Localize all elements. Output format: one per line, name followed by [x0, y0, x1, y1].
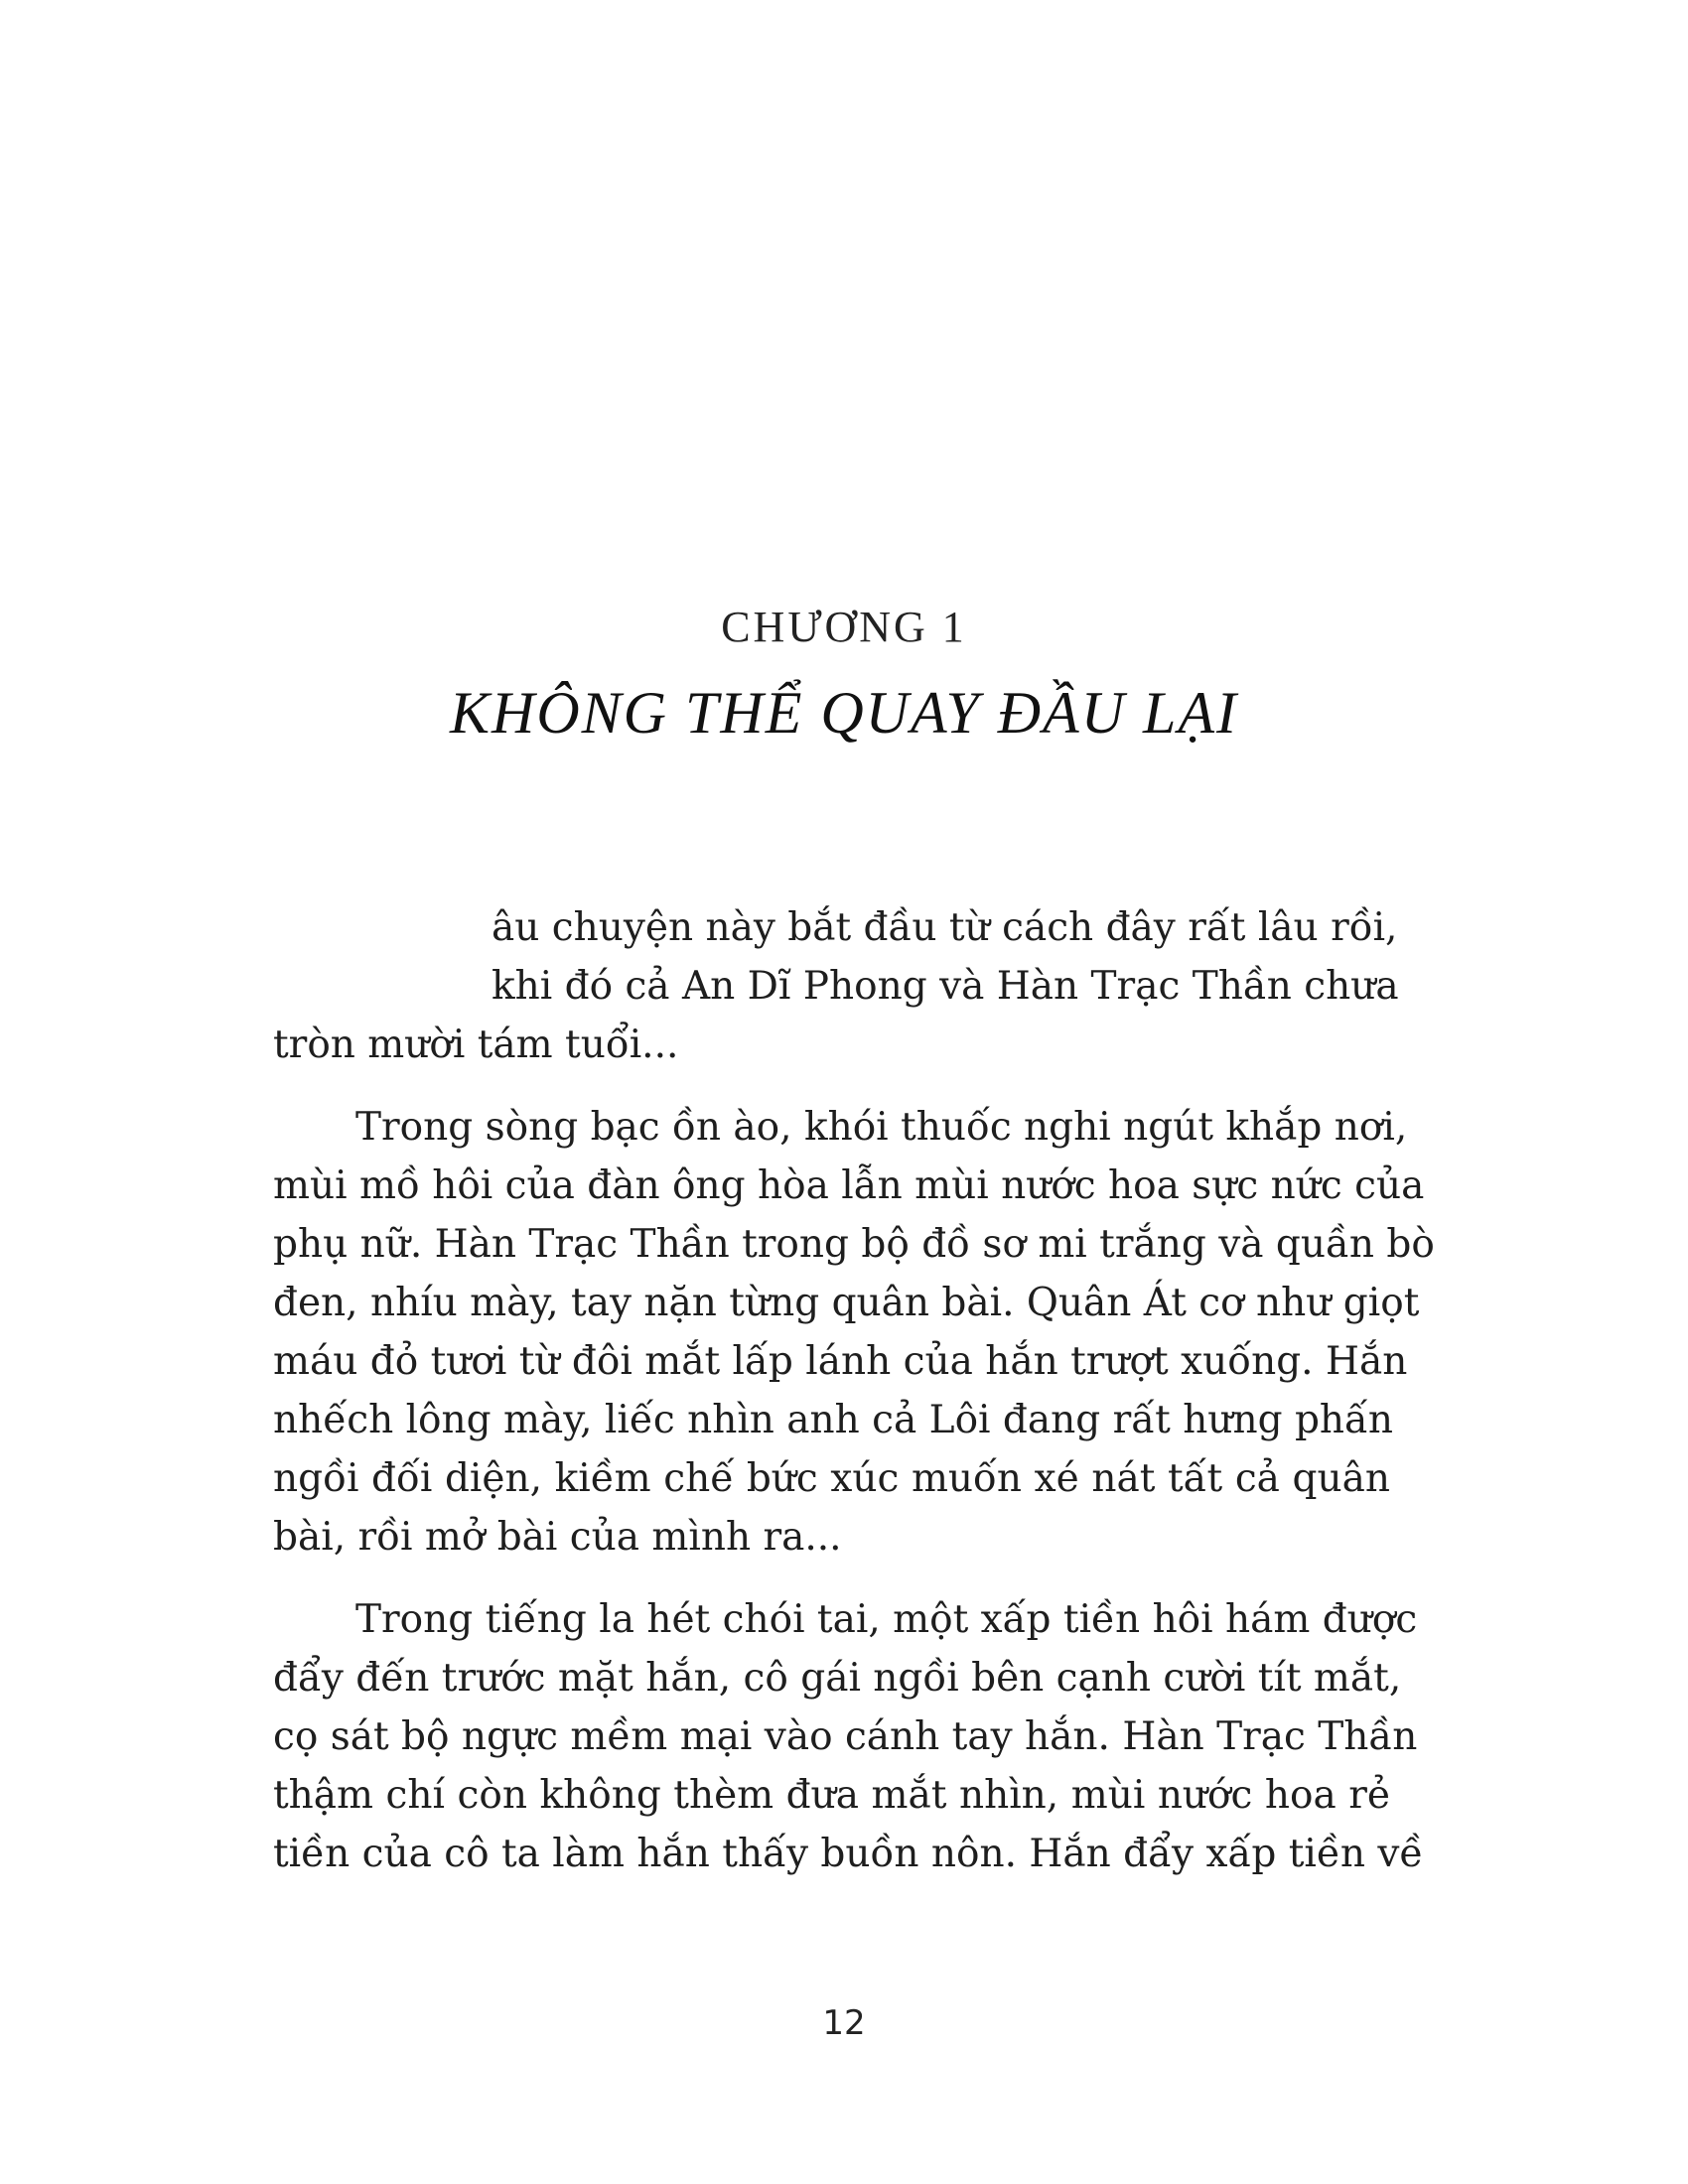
text-line: ngồi đối diện, kiềm chế bức xúc muốn xé nát tất cả quân — [273, 1456, 1390, 1501]
chapter-label: CHƯƠNG 1 — [721, 603, 967, 651]
text-line: đẩy đến trước mặt hắn, cô gái ngồi bên cạnh cười tít mắt, — [273, 1656, 1402, 1701]
paragraph — [273, 898, 1399, 1074]
text-line: máu đỏ tươi từ đôi mắt lấp lánh của hắn trượt xuống. Hắn — [273, 1339, 1408, 1384]
paragraph — [273, 1098, 1435, 1567]
text-line: âu chuyện này bắt đầu từ cách đây rất lâu rồi, — [492, 905, 1398, 950]
text-line: tiền của cô ta làm hắn thấy buồn nôn. Hắn đẩy xấp tiền về — [273, 1832, 1424, 1876]
text-line: đen, nhíu mày, tay nặn từng quân bài. Quân Át cơ như giọt — [273, 1281, 1420, 1325]
text-line: phụ nữ. Hàn Trạc Thần trong bộ đồ sơ mi trắng và quần bò — [273, 1222, 1435, 1267]
text-line: mùi mồ hôi của đàn ông hòa lẫn mùi nước hoa sực nức của — [273, 1163, 1425, 1208]
page-number: 12 — [822, 2003, 866, 2043]
chapter-title: KHÔNG THỂ QUAY ĐẦU LẠI — [449, 680, 1239, 746]
text-line: Trong tiếng la hét chói tai, một xấp tiền hôi hám được — [355, 1597, 1418, 1642]
text-line: Trong sòng bạc ồn ào, khói thuốc nghi ngút khắp nơi, — [355, 1105, 1408, 1150]
text-line: cọ sát bộ ngực mềm mại vào cánh tay hắn. Hàn Trạc Thần — [273, 1714, 1418, 1759]
paragraph — [273, 1590, 1424, 1883]
text-line: tròn mười tám tuổi... — [273, 1023, 679, 1067]
text-line: nhếch lông mày, liếc nhìn anh cả Lôi đang rất hưng phấn — [273, 1398, 1394, 1442]
text-line: thậm chí còn không thèm đưa mắt nhìn, mùi nước hoa rẻ — [273, 1773, 1390, 1818]
text-line: khi đó cả An Dĩ Phong và Hàn Trạc Thần chưa — [492, 964, 1399, 1009]
text-line: bài, rồi mở bài của mình ra... — [273, 1515, 842, 1560]
body-text — [273, 898, 1435, 1883]
